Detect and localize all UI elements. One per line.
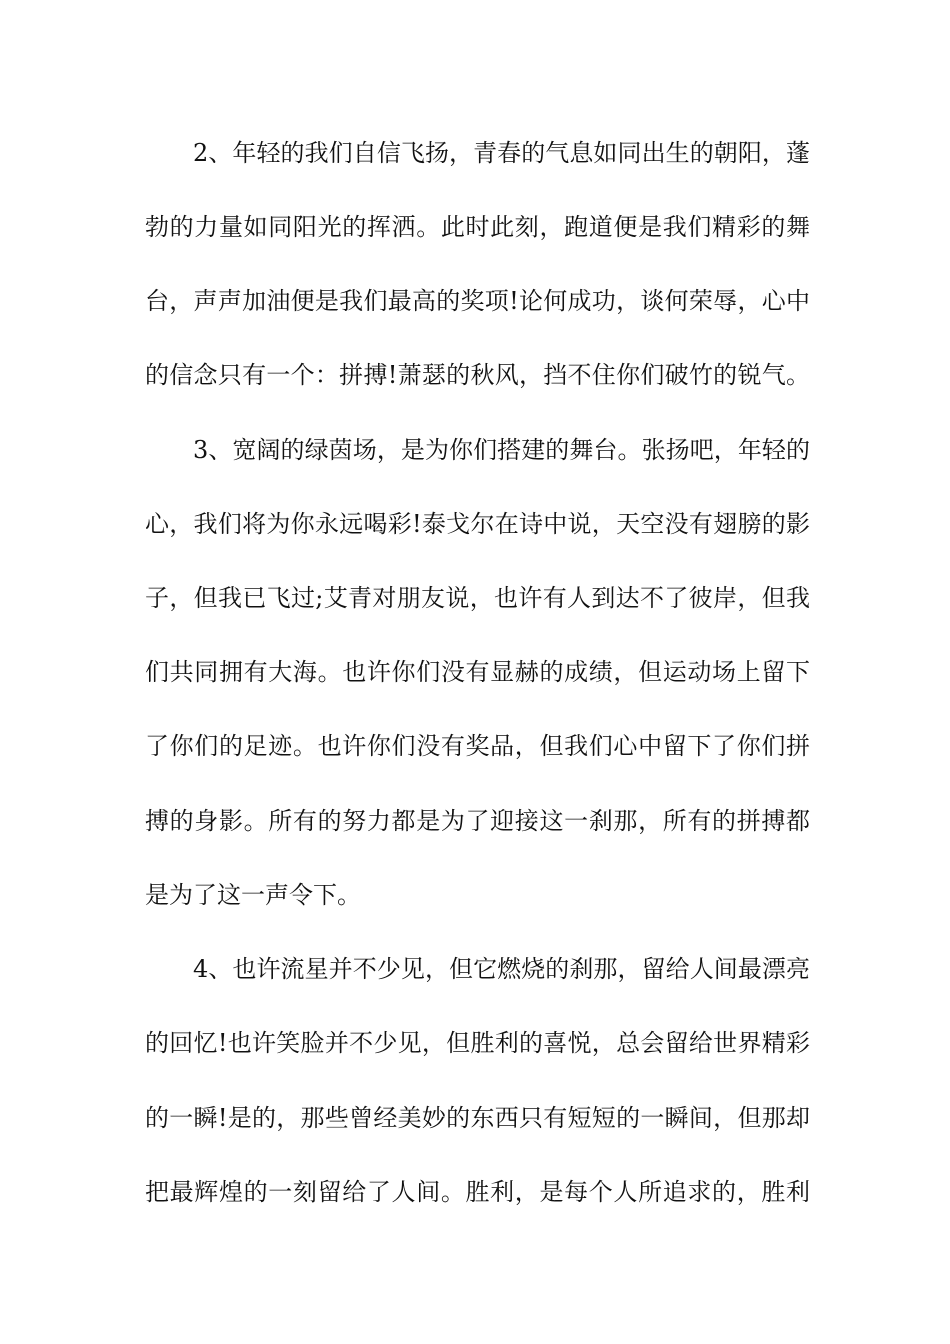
- paragraph-2-line-4: 的信念只有一个：拼搏!萧瑟的秋风，挡不住你们破竹的锐气。: [145, 361, 810, 389]
- paragraph-3-line-7: 是为了这一声令下。: [145, 881, 361, 909]
- paragraph-3-line-1: 3、宽阔的绿茵场，是为你们搭建的舞台。张扬吧，年轻的: [193, 436, 810, 464]
- paragraph-4-line-1: 4、也许流星并不少见，但它燃烧的刹那，留给人间最漂亮: [193, 955, 810, 983]
- paragraph-4-line-4: 把最辉煌的一刻留给了人间。胜利，是每个人所追求的，胜利: [145, 1178, 810, 1206]
- paragraph-3-line-3: 子，但我已飞过;艾青对朋友说，也许有人到达不了彼岸，但我: [145, 584, 810, 612]
- paragraph-2-line-2: 勃的力量如同阳光的挥洒。此时此刻，跑道便是我们精彩的舞: [145, 213, 810, 241]
- paragraph-2-line-3: 台，声声加油便是我们最高的奖项!论何成功，谈何荣辱，心中: [145, 287, 810, 315]
- paragraph-4-line-2: 的回忆!也许笑脸并不少见，但胜利的喜悦，总会留给世界精彩: [145, 1029, 810, 1057]
- paragraph-3-line-5: 了你们的足迹。也许你们没有奖品，但我们心中留下了你们拼: [145, 732, 810, 760]
- paragraph-4-line-3: 的一瞬!是的，那些曾经美妙的东西只有短短的一瞬间，但那却: [145, 1104, 810, 1132]
- paragraph-2-line-1: 2、年轻的我们自信飞扬，青春的气息如同出生的朝阳，蓬: [193, 139, 810, 167]
- paragraph-3-line-6: 搏的身影。所有的努力都是为了迎接这一刹那，所有的拼搏都: [145, 807, 810, 835]
- paragraph-3-line-4: 们共同拥有大海。也许你们没有显赫的成绩，但运动场上留下: [145, 658, 810, 686]
- paragraph-3-line-2: 心，我们将为你永远喝彩!泰戈尔在诗中说，天空没有翅膀的影: [145, 510, 810, 538]
